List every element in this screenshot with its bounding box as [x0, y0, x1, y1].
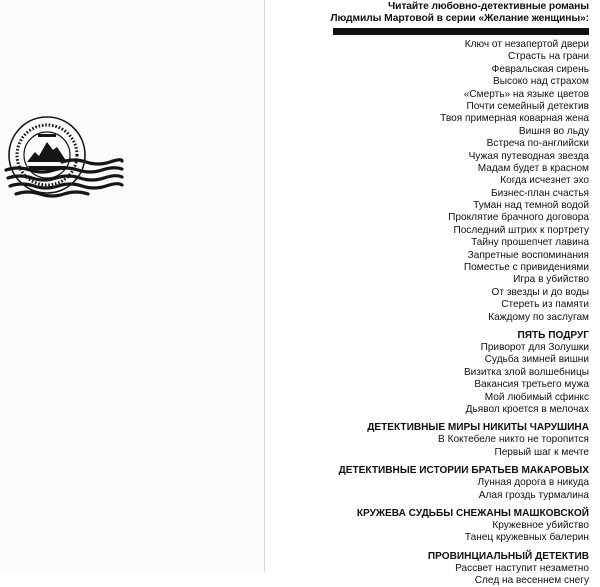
book-title: Проклятие брачного договора — [448, 212, 589, 224]
book-title: В Коктебеле никто не торопится — [438, 434, 589, 446]
book-title: Ключ от незапертой двери — [464, 39, 589, 50]
series-title: ДЕТЕКТИВНЫЕ МИРЫ НИКИТЫ ЧАРУШИНА — [367, 422, 589, 434]
series-book-list — [289, 563, 589, 587]
book-title: Стереть из памяти — [501, 299, 589, 311]
header-line-1: Читайте любовно-детективные романы — [387, 1, 589, 12]
header-line-2: Людмилы Мартовой в серии «Желание женщины»: — [330, 13, 589, 24]
book-title: От звезды и до воды — [491, 286, 589, 298]
book-title: Танец кружевных балерин — [464, 532, 589, 544]
book-title: Мадам будет в красном — [477, 162, 589, 174]
header-rule — [333, 28, 589, 35]
left-page — [0, 0, 265, 572]
book-title: Февральская сирень — [491, 63, 589, 75]
book-title: Почти семейный детектив — [466, 100, 589, 112]
book-title: Игра в убийство — [513, 274, 589, 286]
series-title: КРУЖЕВА СУДЬБЫ СНЕЖАНЫ МАШКОВСКОЙ — [356, 507, 589, 519]
book-title: Рассвет наступит незаметно — [455, 562, 589, 574]
book-title: Алая гроздь турмалина — [478, 489, 589, 501]
right-page — [266, 0, 600, 587]
main-book-list — [289, 39, 589, 324]
book-title: Когда исчезнет эхо — [500, 175, 589, 187]
book-title: Туман над темной водой — [473, 200, 589, 212]
book-title: Дьявол кроется в мелочах — [465, 403, 589, 415]
series-book-list — [289, 520, 589, 545]
book-title: «Смерть» на языке цветов — [463, 88, 589, 100]
series-title: ПРОВИНЦИАЛЬНЫЙ ДЕТЕКТИВ — [427, 550, 589, 562]
book-title: След на весеннем снегу — [474, 575, 589, 587]
book-title: Приворот для Золушки — [480, 341, 589, 353]
book-title: Вишня во льду — [518, 125, 589, 137]
book-title: Каждому по заслугам — [488, 311, 589, 323]
book-title: Вакансия третьего мужа — [474, 379, 589, 391]
book-title: Высоко над страхом — [493, 76, 589, 88]
book-title: Запретные воспоминания — [467, 249, 589, 261]
series-title: ПЯТЬ ПОДРУГ — [517, 329, 589, 341]
series-header — [289, 0, 589, 25]
book-title: Последний штрих к портрету — [453, 224, 589, 236]
book-title: Поместье с привидениями — [463, 262, 589, 274]
book-title: Визитка злой волшебницы — [463, 366, 589, 378]
book-title: Тайну прошепчет лавина — [471, 237, 589, 249]
book-title: Бизнес-план счастья — [490, 187, 589, 199]
book-title: Судьба зимней вишни — [484, 354, 589, 366]
book-title: Страсть на грани — [508, 51, 589, 63]
series-book-list — [289, 434, 589, 459]
book-title: Кружевное убийство — [492, 519, 589, 531]
series-book-list — [289, 477, 589, 502]
book-title: Лунная дорога в никуда — [477, 477, 589, 489]
book-title: Твоя примерная коварная жена — [440, 113, 589, 125]
book-list-section — [289, 0, 589, 587]
book-title: Встреча по-английски — [486, 138, 589, 150]
book-title: Мой любимый сфинкс — [484, 391, 589, 403]
series-book-list — [289, 342, 589, 416]
postmark-stamp-icon — [2, 112, 124, 212]
series-title: ДЕТЕКТИВНЫЕ ИСТОРИИ БРАТЬЕВ МАКАРОВЫХ — [338, 465, 589, 477]
book-title: Первый шаг к мечте — [494, 446, 589, 458]
book-title: Чужая путеводная звезда — [468, 150, 589, 162]
